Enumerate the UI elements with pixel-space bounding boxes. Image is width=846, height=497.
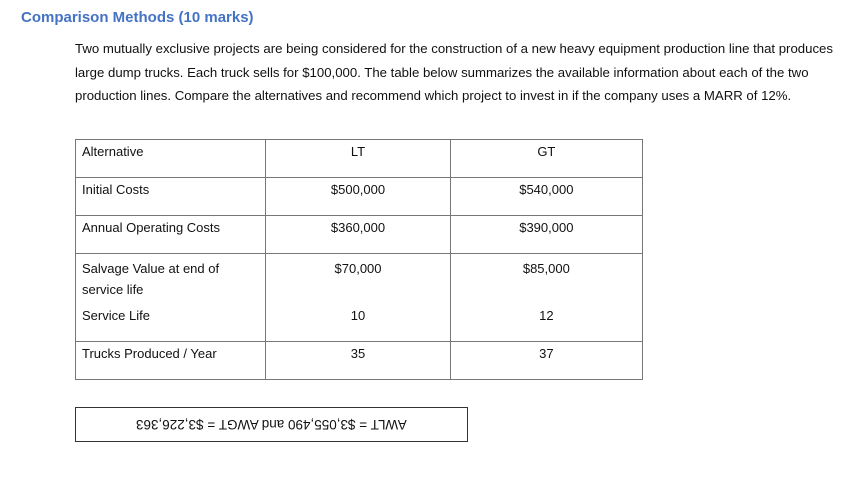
table-row: [76, 178, 643, 216]
table-row: [76, 342, 643, 380]
row-label: Annual Operating Costs: [76, 216, 266, 254]
table-cell: $85,000: [450, 254, 642, 305]
problem-statement: Two mutually exclusive projects are being considered for the construction of a new heavy equipment production line that produces large dump trucks. Each truck sells for $100,000. The table below summarizes the available information about each of the two production lines. Compare the alternatives and recommend which project to invest in if the company uses a MARR of 12%.: [75, 41, 833, 103]
table-row: [76, 216, 643, 254]
table-cell: $360,000: [266, 216, 450, 254]
header-cell: GT: [450, 140, 642, 178]
header-cell: Alternative: [76, 140, 266, 178]
answer-text-upside-down: AWLT = $3,055,490 and AWGT = $3,226,363: [136, 417, 407, 432]
section-heading: Comparison Methods (10 marks): [21, 9, 254, 26]
header-cell: LT: [266, 140, 450, 178]
row-label: Initial Costs: [76, 178, 266, 216]
answer-box: [75, 407, 468, 442]
table-cell: $500,000: [266, 178, 450, 216]
table-cell: $70,000: [266, 254, 450, 305]
row-label: Trucks Produced / Year: [76, 342, 266, 380]
table-cell: 10: [266, 304, 450, 342]
table-cell: 37: [450, 342, 642, 380]
table-row: [76, 254, 643, 305]
table-cell: 35: [266, 342, 450, 380]
row-label: Salvage Value at end of service life: [76, 254, 266, 305]
row-label: Service Life: [76, 304, 266, 342]
table-cell: 12: [450, 304, 642, 342]
table-cell: $540,000: [450, 178, 642, 216]
table-row: [76, 304, 643, 342]
comparison-table: [75, 139, 643, 380]
table-cell: $390,000: [450, 216, 642, 254]
table-header-row: [76, 140, 643, 178]
